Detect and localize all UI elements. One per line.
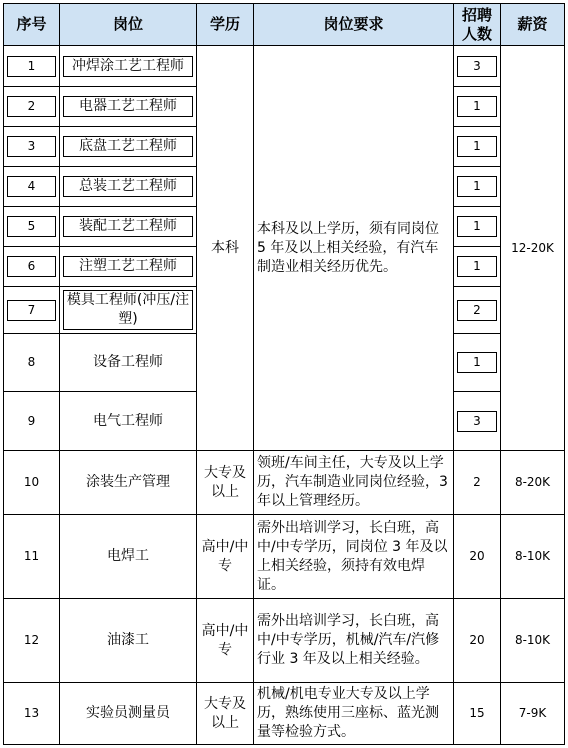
row-no-cell: 5 [4,207,60,247]
row-count-cell: 1 [454,127,501,167]
row-position-cell: 涂装生产管理 [60,451,197,515]
header-headcount-line1: 招聘 [461,5,492,24]
row-no-cell: 4 [4,167,60,207]
row-no-cell: 9 [4,392,60,451]
row-position-cell: 冲焊涂工艺工程师 [60,46,197,87]
row-position-cell: 总装工艺工程师 [60,167,197,207]
row-count-cell: 20 [454,515,501,599]
row-count-cell: 1 [454,207,501,247]
recruitment-table [3,3,565,745]
row-count-cell: 15 [454,683,501,745]
row-position-cell: 底盘工艺工程师 [60,127,197,167]
row-count-cell: 3 [454,392,501,451]
row-position-cell: 油漆工 [60,599,197,683]
table-row [4,599,565,683]
row-position-cell: 装配工艺工程师 [60,207,197,247]
row-education-cell: 高中/中专 [197,599,254,683]
row-count-cell: 1 [454,247,501,287]
shared-requirement-cell: 本科及以上学历，须有同岗位 5 年及以上相关经验，有汽车制造业相关经历优先。 [254,46,454,451]
row-count-cell: 2 [454,287,501,334]
row-count-cell: 1 [454,334,501,392]
row-requirement-cell: 机械/机电专业大专及以上学历，熟练使用三座标、蓝光测量等检验方式。 [254,683,454,745]
row-no-cell: 7 [4,287,60,334]
header-row [4,4,565,46]
header-position: 岗位 [60,4,197,46]
row-no-cell: 11 [4,515,60,599]
table-row [4,515,565,599]
table-row [4,683,565,745]
header-headcount [454,4,501,46]
row-position-cell: 电器工艺工程师 [60,87,197,127]
row-salary-cell: 8-10K [501,599,565,683]
row-count-cell: 3 [454,46,501,87]
row-salary-cell: 7-9K [501,683,565,745]
row-count-cell: 2 [454,451,501,515]
row-requirement-cell: 需外出培训学习，长白班，高中/中专学历，同岗位 3 年及以上相关经验，须持有效电焊证。 [254,515,454,599]
row-education-cell: 高中/中专 [197,515,254,599]
row-requirement-cell: 领班/车间主任，大专及以上学历，汽车制造业同岗位经验，3 年以上管理经历。 [254,451,454,515]
row-count-cell: 1 [454,167,501,207]
row-no-cell: 3 [4,127,60,167]
row-no-cell: 6 [4,247,60,287]
table-row [4,451,565,515]
header-education: 学历 [197,4,254,46]
row-education-cell: 大专及以上 [197,683,254,745]
header-headcount-line2: 人数 [461,24,492,43]
row-count-cell: 20 [454,599,501,683]
row-no-cell: 1 [4,46,60,87]
row-position-cell: 设备工程师 [60,334,197,392]
header-salary: 薪资 [501,4,565,46]
row-no-cell: 8 [4,334,60,392]
shared-education-cell: 本科 [197,46,254,451]
row-position-cell: 模具工程师(冲压/注塑) [60,287,197,334]
row-no-cell: 2 [4,87,60,127]
shared-salary-cell: 12-20K [501,46,565,451]
row-no-cell: 13 [4,683,60,745]
row-no-cell: 10 [4,451,60,515]
header-no: 序号 [4,4,60,46]
row-salary-cell: 8-10K [501,515,565,599]
row-position-cell: 电气工程师 [60,392,197,451]
row-position-cell: 实验员测量员 [60,683,197,745]
row-position-cell: 电焊工 [60,515,197,599]
row-count-cell: 1 [454,87,501,127]
row-salary-cell: 8-20K [501,451,565,515]
row-education-cell: 大专及以上 [197,451,254,515]
table-row [4,46,565,87]
row-no-cell: 12 [4,599,60,683]
row-requirement-cell: 需外出培训学习，长白班，高中/中专学历，机械/汽车/汽修行业 3 年及以上相关经验。 [254,599,454,683]
header-requirements: 岗位要求 [254,4,454,46]
row-position-cell: 注塑工艺工程师 [60,247,197,287]
